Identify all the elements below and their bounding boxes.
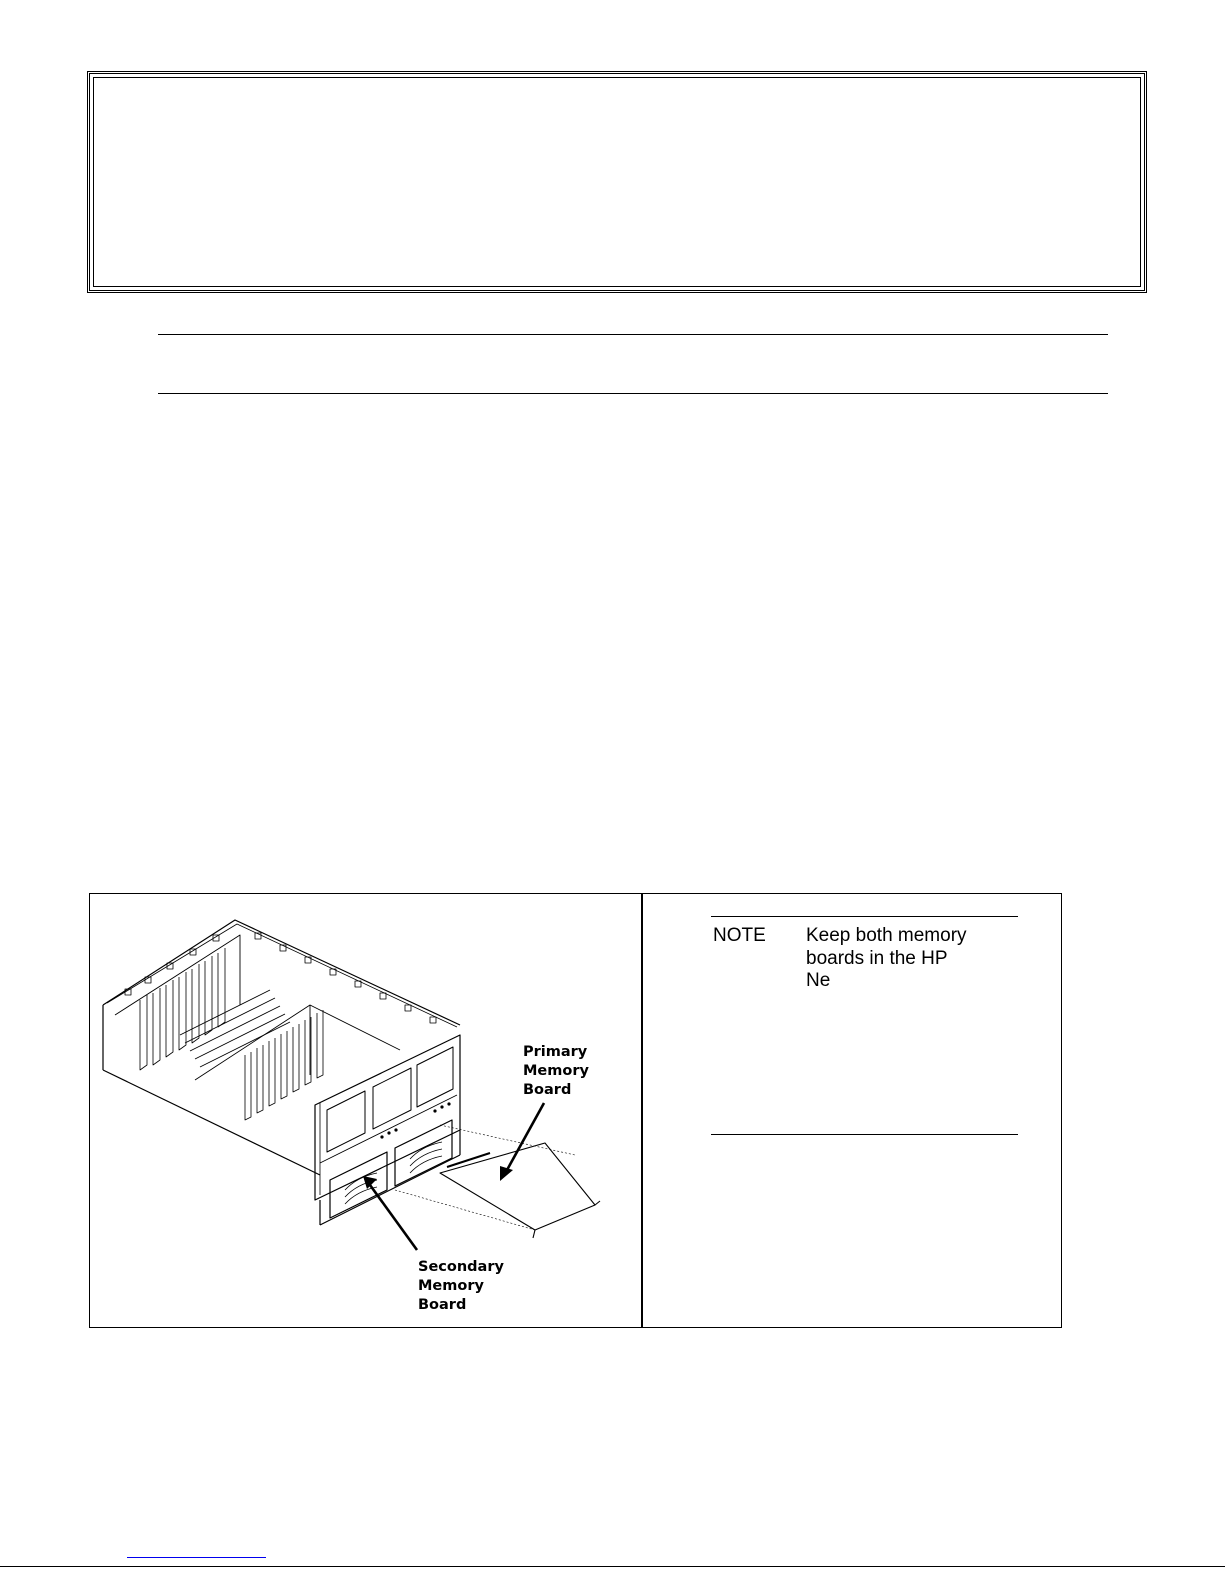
figure-table-divider bbox=[641, 893, 643, 1328]
guide-lines bbox=[395, 1125, 575, 1230]
expansion-slots-front bbox=[245, 1010, 323, 1120]
bay-handles bbox=[345, 1142, 442, 1204]
rim-notches bbox=[125, 933, 436, 1023]
top-rule bbox=[158, 334, 1108, 335]
header-box-inner-border bbox=[93, 77, 1141, 287]
primary-memory-board-label: Primary Memory Board bbox=[523, 1044, 589, 1098]
footer-link-underline[interactable] bbox=[127, 1557, 266, 1558]
primary-arrowhead bbox=[500, 1166, 513, 1181]
note-bottom-rule bbox=[711, 1134, 1018, 1135]
memory-board-bays bbox=[330, 1120, 452, 1218]
fan-openings bbox=[327, 1047, 453, 1152]
footer-rule bbox=[0, 1566, 1225, 1567]
expansion-slots-back bbox=[140, 948, 225, 1070]
extracted-memory-board bbox=[440, 1143, 600, 1238]
note-label: NOTE bbox=[713, 925, 766, 946]
chassis-bottom-left-edge bbox=[103, 1070, 320, 1175]
second-rule bbox=[158, 393, 1108, 394]
back-wall bbox=[115, 935, 240, 1015]
note-top-rule bbox=[711, 916, 1018, 917]
secondary-memory-board-label: Secondary Memory Board bbox=[418, 1259, 504, 1313]
header-box bbox=[87, 71, 1147, 293]
note-text: Keep both memory boards in the HP Ne bbox=[806, 925, 967, 991]
mid-divider bbox=[195, 1005, 400, 1080]
server-chassis-illustration bbox=[95, 905, 635, 1320]
chassis-top-rim bbox=[107, 924, 457, 1027]
